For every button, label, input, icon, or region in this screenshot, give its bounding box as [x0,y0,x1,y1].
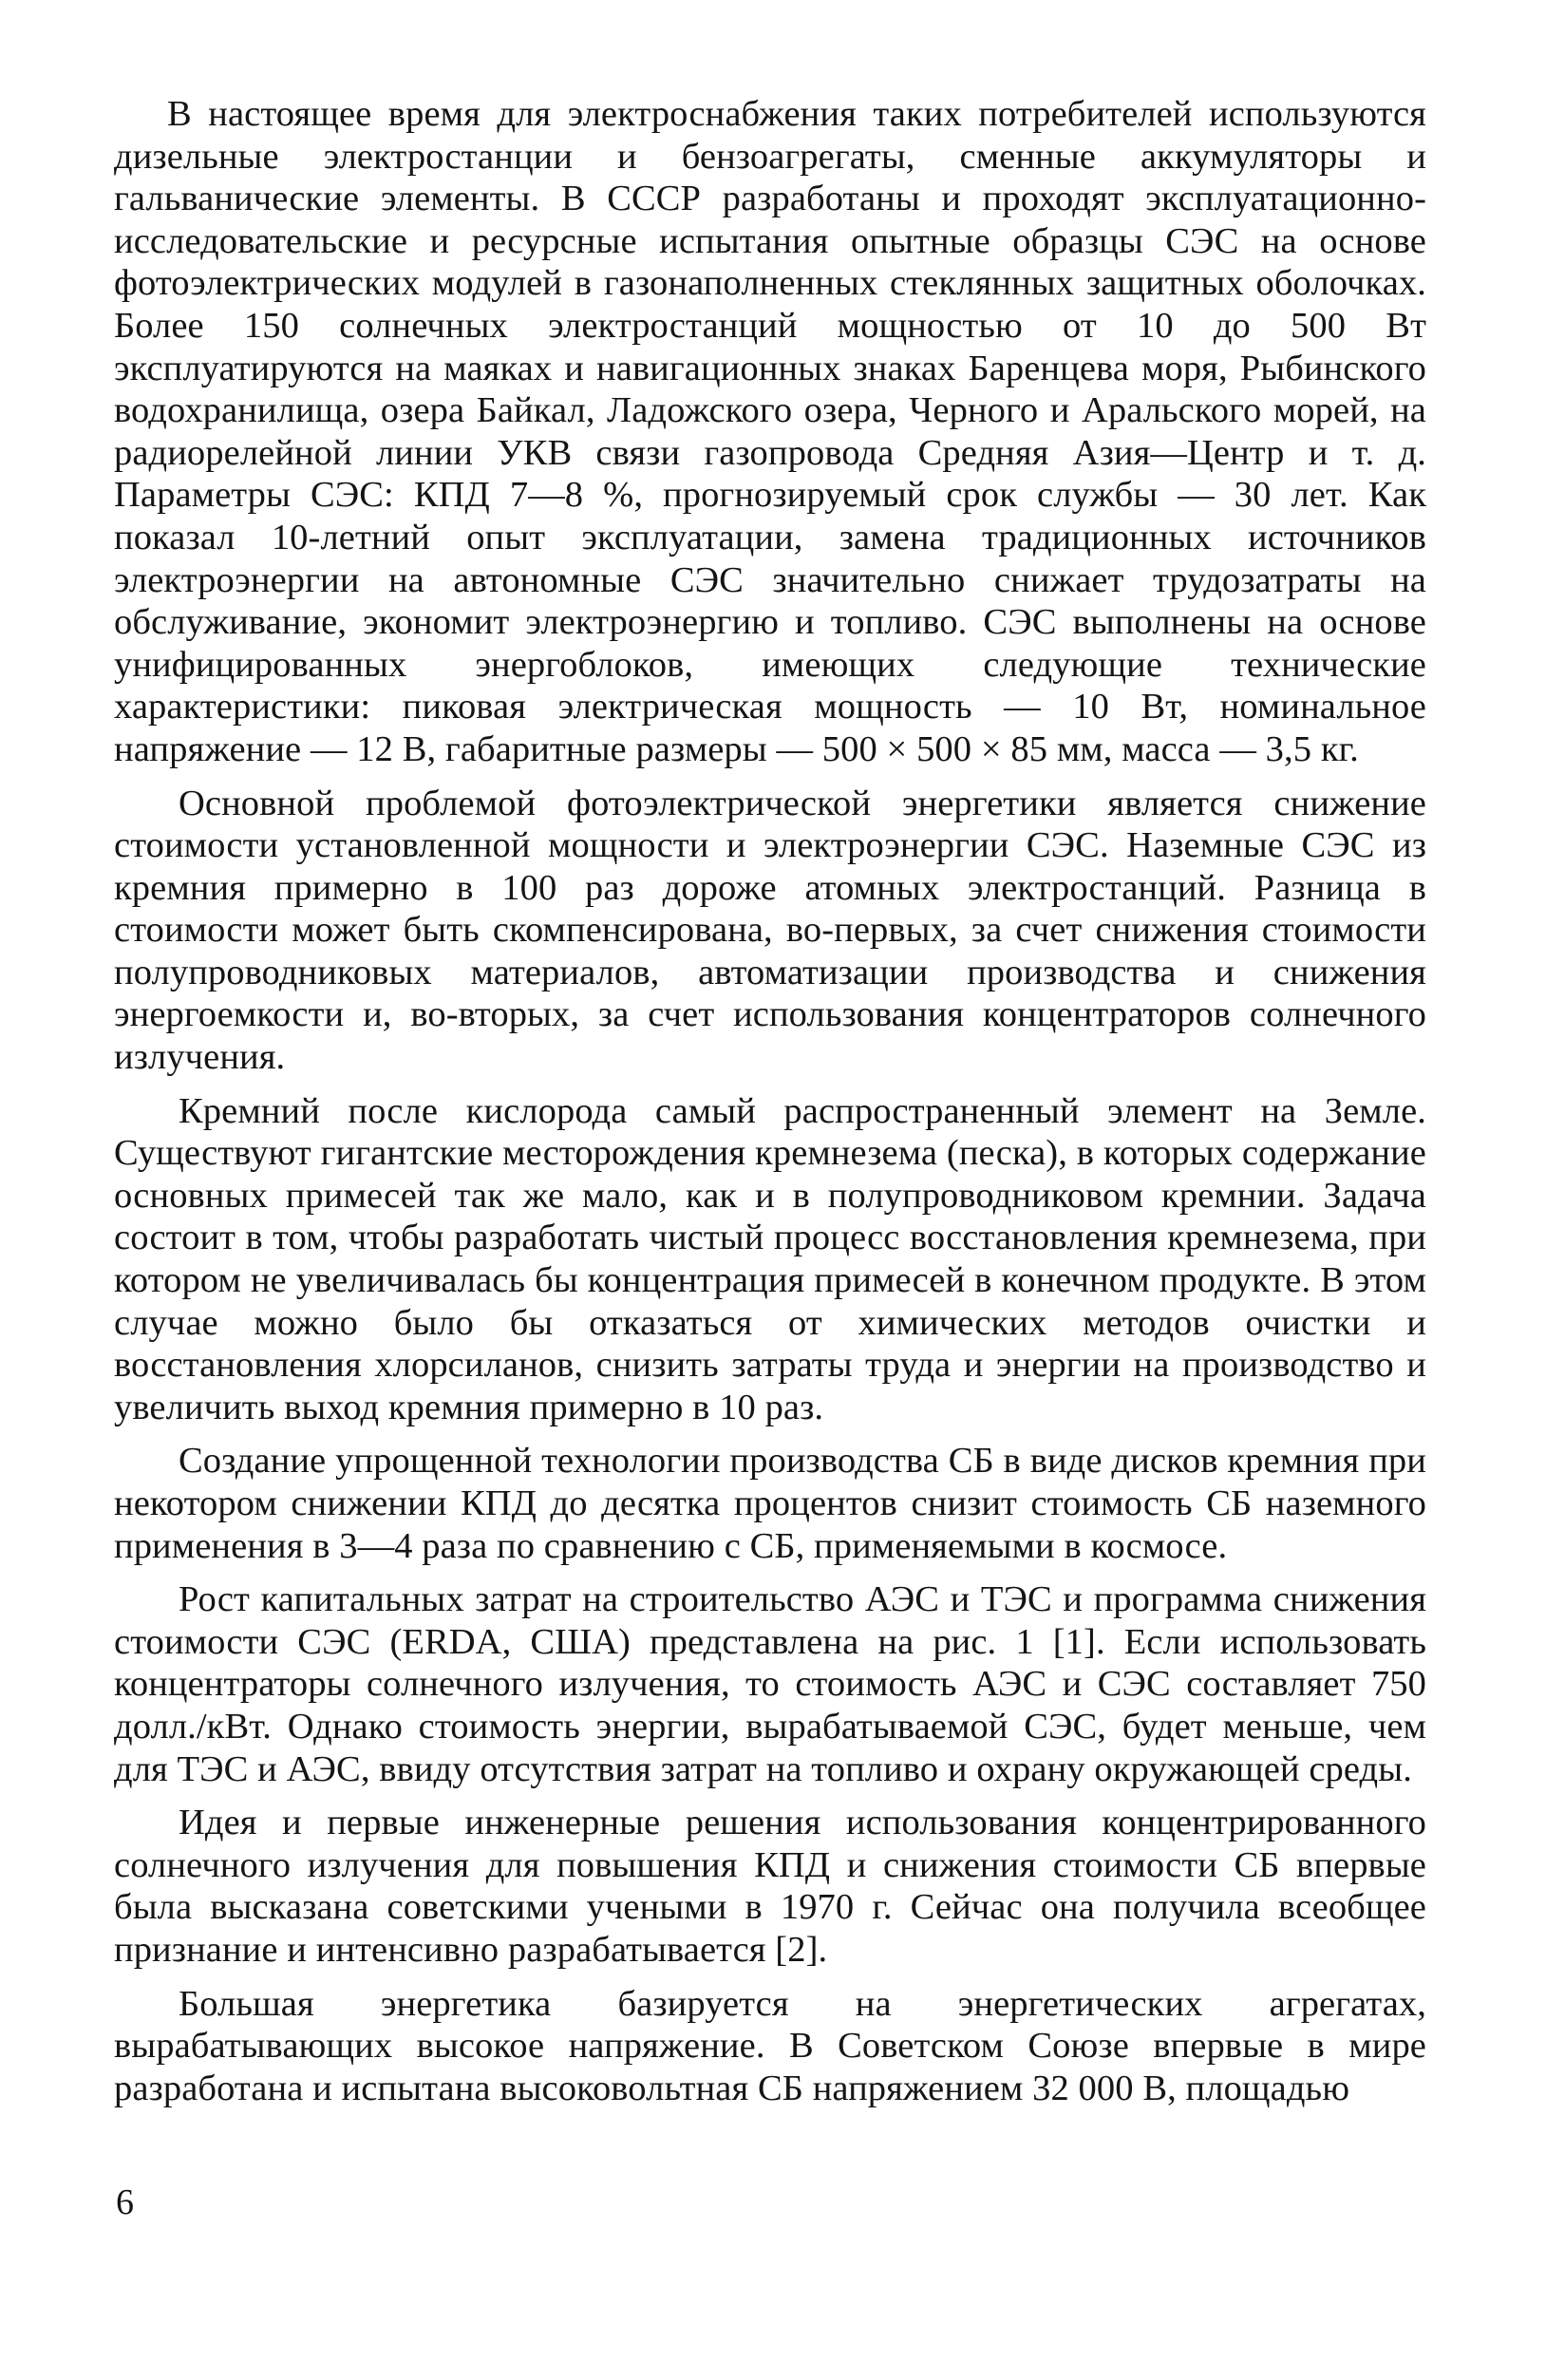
paragraph-simplified-technology: Создание упрощенной технологии производства СБ в виде дисков кремния при некотором снижении КПД до десятка процентов снизит стоимость СБ наземного применения в 3—4 раза по сравнению с СБ, применяемыми в космосе. [114,1441,1426,1566]
paragraph-cost-problem: Основной проблемой фотоэлектрической энергетики является снижение стоимости установленной мощности и электроэнергии СЭС. Наземные СЭС из кремния примерно в 100 раз дороже атомных электростанций. Разница в стоимости может быть скомпенсирована, во-первых, за счет снижения стоимости полупроводниковых материалов, автоматизации производства и снижения энергоемкости и, во-вторых, за счет использования концентраторов солнечного излучения. [114,783,1426,1078]
paragraph-concentrator-idea: Идея и первые инженерные решения использования концентрированного солнечного излучения для повышения КПД и снижения стоимости СБ впервые была высказана советскими учеными в 1970 г. Сейчас она получила всеобщее признание и интенсивно разрабатывается [2]. [114,1803,1426,1970]
paragraph-power-supply: В настоящее время для электроснабжения таких потребителей используются дизельные электростанции и бензоагрегаты, сменные аккумуляторы и гальванические элементы. В СССР разработаны и проходят эксплуатационно-исследовательские и ресурсные испытания опытные образцы СЭС на основе фотоэлектрических модулей в газонаполненных стеклянных защитных оболочках. Более 150 солнечных электростанций мощностью от 10 до 500 Вт эксплуатируются на маяках и навигационных знаках Баренцева моря, Рыбинского водохранилища, озера Байкал, Ладожского озера, Черного и Аральского морей, на радиорелейной линии УКВ связи газопровода Средняя Азия—Центр и т. д. Параметры СЭС: КПД 7—8 %, прогнозируемый срок службы — 30 лет. Как показал 10-летний опыт эксплуатации, замена традиционных источников электроэнергии на автономные СЭС значительно снижает трудозатраты на обслуживание, экономит электроэнергию и топливо. СЭС выполнены на основе унифицированных энергоблоков, имеющих следующие технические характеристики: пиковая электрическая мощность — 10 Вт, номинальное напряжение — 12 В, габаритные размеры — 500 × 500 × 85 мм, масса — 3,5 кг. [114,94,1426,769]
paragraph-high-voltage: Большая энергетика базируется на энергетических агрегатах, вырабатывающих высокое напряжение. В Советском Союзе впервые в мире разработана и испытана высоковольтная СБ напряжением 32 000 В, площадью [114,1983,1426,2108]
page-number: 6 [116,2182,134,2222]
paragraph-silicon: Кремний после кислорода самый распространенный элемент на Земле. Существуют гигантские месторождения кремнезема (песка), в которых содержание основных примесей так же мало, как и в полупроводниковом кремнии. Задача состоит в том, чтобы разработать чистый процесс восстановления кремнезема, при котором не увеличивалась бы концентрация примесей в конечном продукте. В этом случае можно было бы отказаться от химических методов очистки и восстановления хлорсиланов, снизить затраты труда и энергии на производство и увеличить выход кремния примерно в 10 раз. [114,1090,1426,1427]
paragraph-capital-costs: Рост капитальных затрат на строительство АЭС и ТЭС и программа снижения стоимости СЭС (ERDA, США) представлена на рис. 1 [1]. Если использовать концентраторы солнечного излучения, то стоимость АЭС и СЭС составляет 750 долл./кВт. Однако стоимость энергии, вырабатываемой СЭС, будет меньше, чем для ТЭС и АЭС, ввиду отсутствия затрат на топливо и охрану окружающей среды. [114,1579,1426,1789]
page-body [114,93,1426,2121]
